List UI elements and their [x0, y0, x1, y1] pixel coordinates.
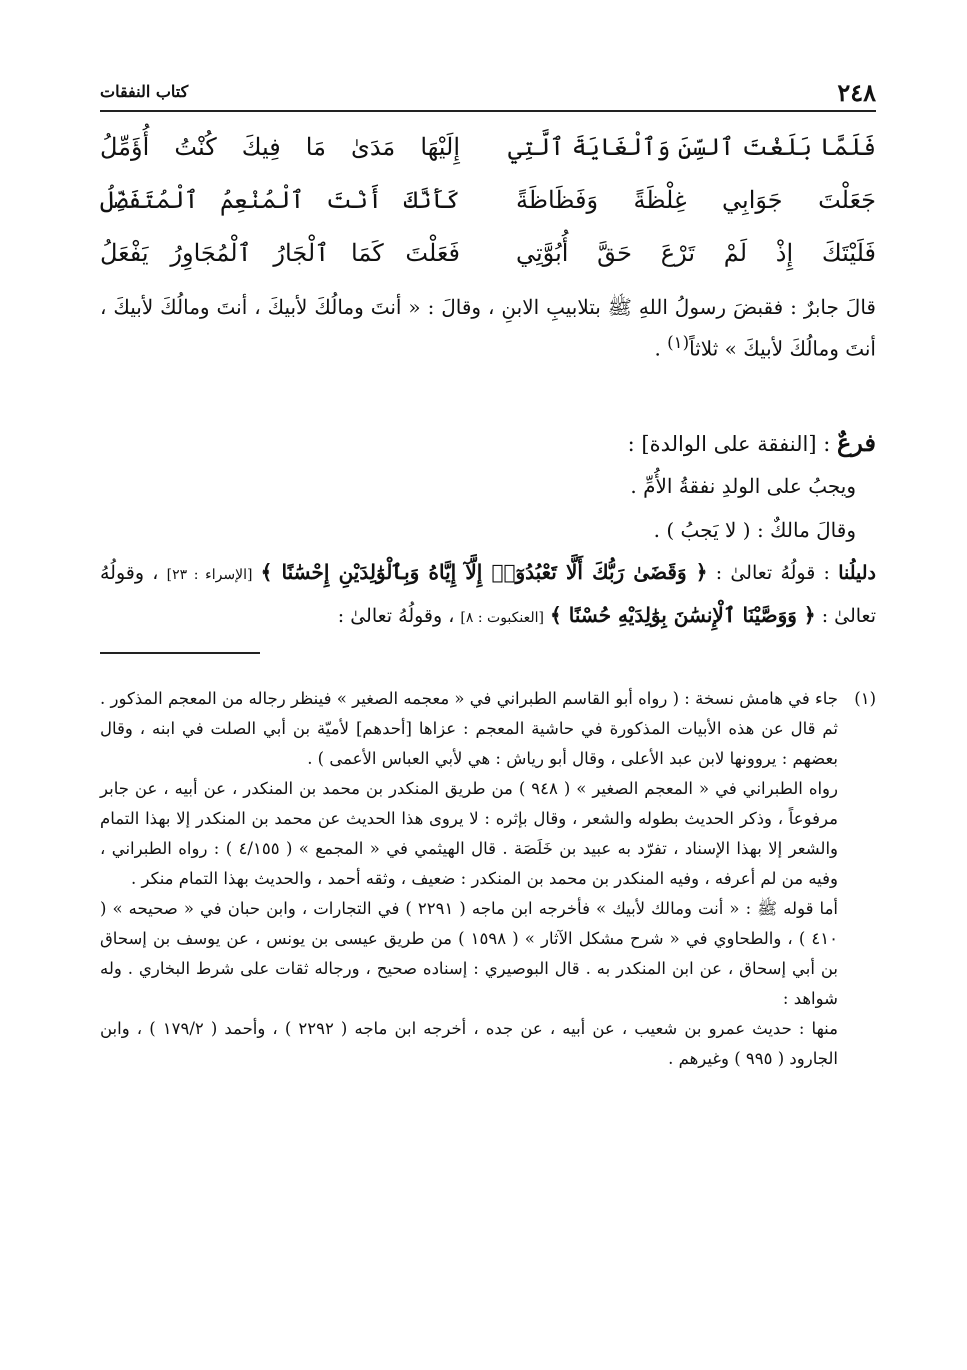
proof-paragraph	[100, 552, 876, 638]
subsection	[100, 423, 876, 638]
footnote-paragraph: أما قوله ﷺ : « أنت ومالك لأبيك » فأخرجه ابن ماجه ( ٢٢٩١ ) في التجارات ، وابن حبان في « صحيحه » ( ٤١٠ ) ، والطحاوي في « شرح مشكل الآثار » ( ١٥٩٨ ) من طريق عيسى بن يونس ، عن يوسف بن إسحاق بن أبي إسحاق ، عن ابن المنكدر به . قال البوصيري : إسناده صحيح ، ورجاله ثقات على شرط البخاري . وله شواهد :	[100, 898, 839, 1008]
verse-reference: [الإسراء : ٢٣]	[166, 566, 253, 583]
verse-first-hemistich: جَعَلْتَ جَوَابِي غِلْظَةً وَفَظَاظَةً	[516, 185, 876, 214]
poem	[100, 120, 876, 279]
footnote-paragraph: رواه الطبراني في « المعجم الصغير » ( ٩٤٨ ) من طريق المنكدر بن محمد بن المنكدر ، عن أبيه ، عن جابر مرفوعاً ، وذكر الحديث بطوله والشعر ، وقال بإثره : لا يروى هذا الحديث عن محمد بن المنكدر إلا بهذا التمام والشعر إلا بهذا الإسناد ، تفرّد به عبيد بن خَلَصَة . قال الهيثمي في « المجمع » ( ٤/١٥٥ ) : رواه الطبراني ، وفيه من لم أعرفه ، وفيه المنكدر بن محمد بن المنكدر : ضعيف ، وثقه أحمد ، والحديث بهذا التمام منكر .	[100, 778, 838, 888]
narration-text: قالَ جابرٌ : فقبضَ رسولُ اللهِ ﷺ بتلابيبِ الابنِ ، وقالَ : « أنتَ ومالُكَ لأبيكَ ، أنتَ ومالُكَ لأبيكَ ، أنتَ ومالُكَ لأبيكَ » ثلاثاً	[100, 295, 876, 361]
footnote	[100, 684, 876, 1074]
footnote-paragraph: منها : حديث عمرو بن شعيب ، عن أبيه ، عن جده ، أخرجه ابن ماجه ( ٢٢٩٢ ) ، وأحمد ( ١٧٩/٢ ) ، وابن الجارود ( ٩٩٥ ) وغيرهم .	[100, 1018, 838, 1068]
subsection-title: : [النفقة على الوالدة] :	[627, 431, 831, 456]
proof-text: ، وقولُهُ تعالىٰ :	[337, 604, 455, 627]
proof-text: ، وقولُهُ تعالىٰ :	[100, 561, 876, 627]
poem-verse	[100, 120, 876, 173]
footnote-reference: (١)	[667, 333, 690, 352]
proof-text: : قولُهُ تعالىٰ :	[715, 561, 830, 584]
footnotes	[100, 684, 876, 1074]
proof-lead: دليلُنا	[838, 561, 876, 584]
narration-paragraph: قالَ جابرٌ : فقبضَ رسولُ اللهِ ﷺ بتلابيبِ الابنِ ، وقالَ : « أنتَ ومالُكَ لأبيكَ ، أنتَ ومالُكَ لأبيكَ ، أنتَ ومالُكَ لأبيكَ » ثلاثاً$^{(١)}$ .	[100, 295, 876, 361]
page-header	[100, 78, 876, 112]
quran-verse: ﴿ وَقَضَىٰ رَبُّكَ أَلَّا تَعْبُدُوٓا۟ إِلَّآ إِيَّاهُ وَبِٱلْوَٰلِدَيْنِ إِحْسَٰنًا ﴾	[260, 559, 708, 584]
poem-verse	[100, 173, 876, 226]
poem-verse	[100, 226, 876, 279]
running-title: كتاب النفقات	[100, 82, 189, 101]
footnote-body	[100, 684, 838, 1074]
footnote-paragraph: جاء في هامش نسخة : ( رواه أبو القاسم الطبراني في « معجمه الصغير » فينظر رجاله من المعجم المذكور . ثم قال عن هذه الأبيات المذكورة في حاشية المعجم : عزاها [أحدهم] لأميّة بن أبي الصلت في ابنه ، وقال بعضهم : يروونها لابن عبد الأعلى ، وقال أبو رياش : هي لأبي العباس الأعمى ) .	[100, 688, 838, 768]
quran-verse: ﴿ وَوَصَّيْنَا ٱلْإِنسَٰنَ بِوَٰلِدَيْهِ حُسْنًا ﴾	[550, 602, 816, 627]
footnote-number: (١)	[854, 688, 876, 708]
verse-first-hemistich: فَلَيْتَكَ إِذْ لَمْ تَرْعَ حَقَّ أُبُوَّتِي	[516, 238, 876, 267]
book-page	[100, 78, 876, 1074]
verse-second-hemistich: كَأَنَّكَ أَنْتَ ٱلْمُنْعِمُ ٱلْمُتَفَضِّلُ	[100, 185, 460, 214]
verse-second-hemistich: إِلَيْهَا مَدَىٰ مَا فِيكَ كُنْتُ أُؤَمِّلُ	[100, 132, 460, 161]
ruling-line: ويجبُ على الولدِ نفقةُ الأُمِّ .	[630, 473, 856, 498]
subsection-heading	[100, 423, 876, 464]
subsection-label: فرعٌ	[836, 427, 876, 457]
malik-opinion-line: وقالَ مالكٌ : ( لا يَجبُ ) .	[653, 517, 856, 542]
verse-second-hemistich: فَعَلْتَ كَمَا ٱلْجَارُ ٱلْمُجَاوِرُ يَفْعَلُ	[100, 238, 460, 267]
verse-first-hemistich: فَلَمَّا بَلَغْتَ ٱلسِّنَ وَٱلْغَايَةَ ٱلَّتِي	[507, 132, 876, 161]
footnote-separator	[100, 652, 876, 654]
verse-reference: [العنكبوت : ٨]	[460, 609, 544, 626]
page-number: ٢٤٨	[837, 78, 876, 107]
